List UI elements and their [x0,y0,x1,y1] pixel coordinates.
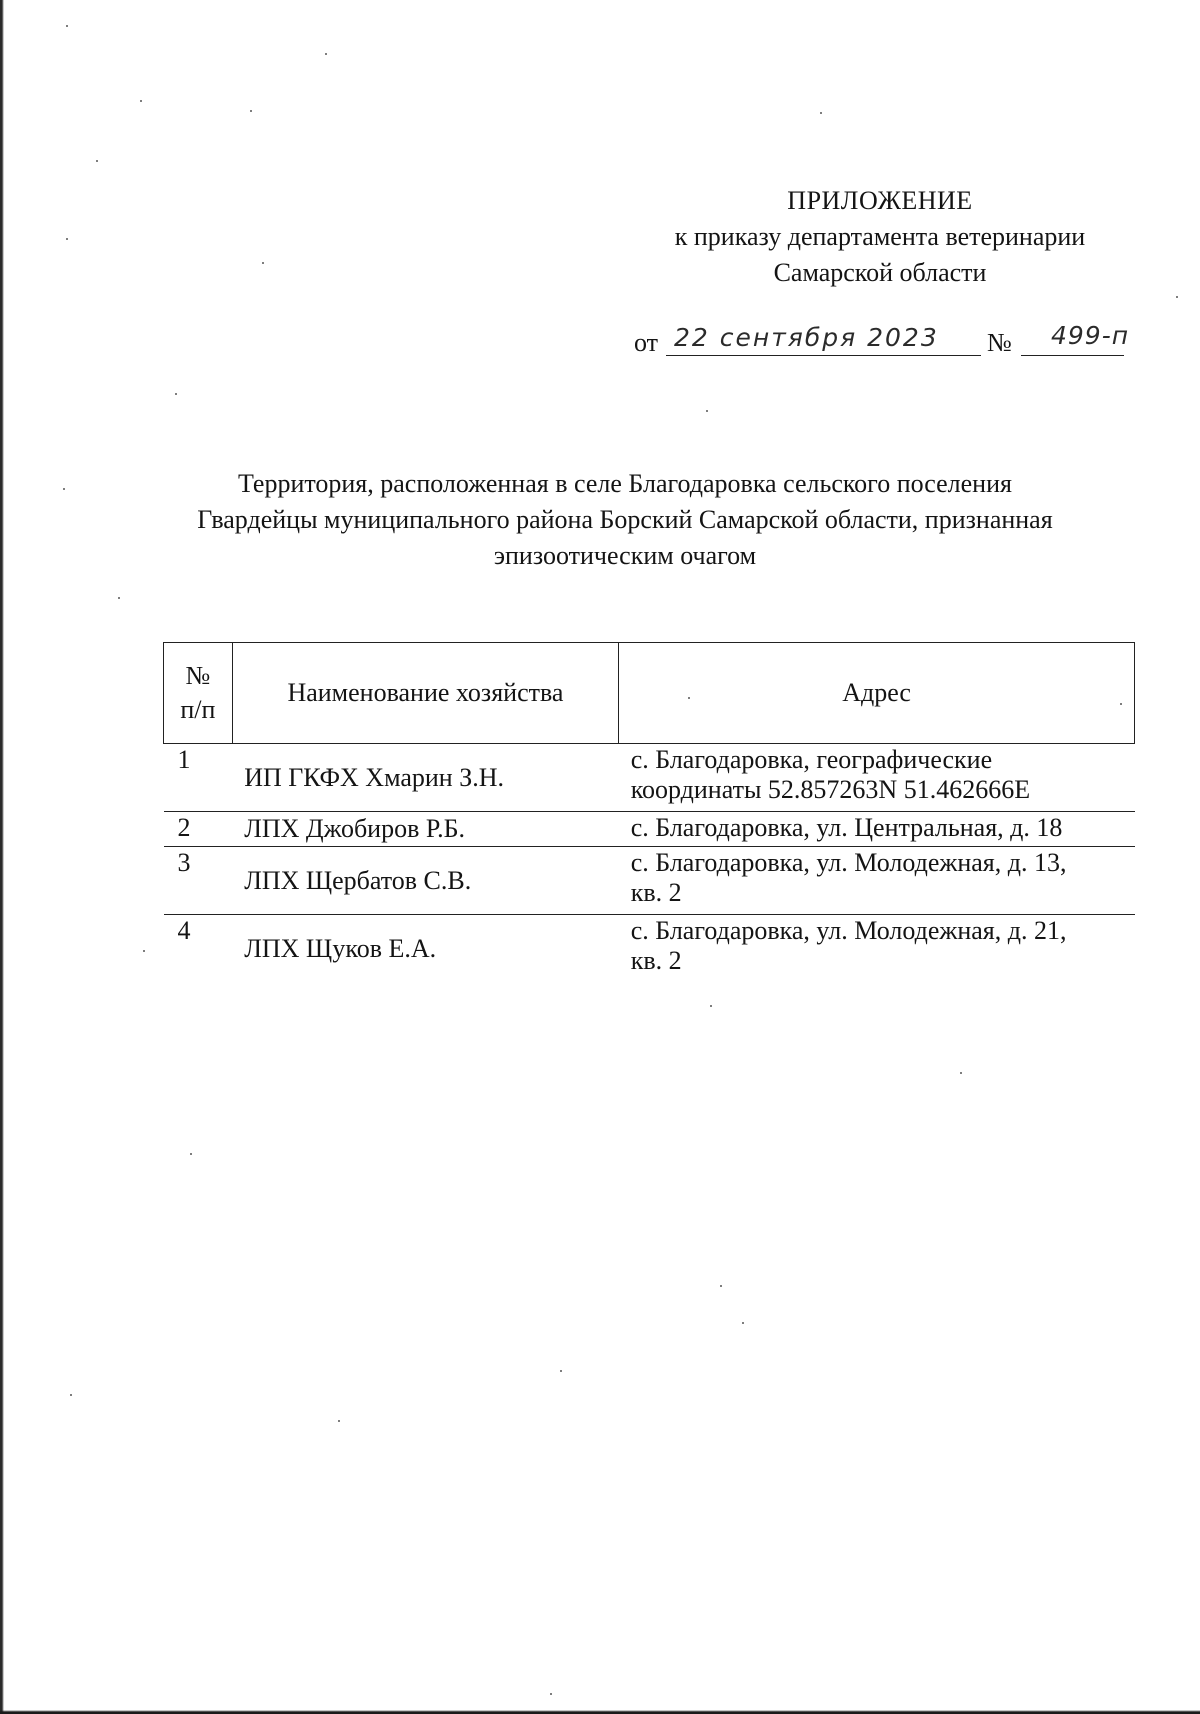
row-address [619,744,1135,812]
annex-title: ПРИЛОЖЕНИЕ [787,186,973,215]
row-address-line: координаты 52.857263N 51.462666E [630,775,1031,804]
scan-edge-bottom [0,1710,1200,1714]
heading-line-3: эпизоотическим очагом [493,541,757,570]
table-row [164,915,1135,983]
row-number: 4 [177,916,191,945]
row-farm-name: ИП ГКФХ Хмарин З.Н. [232,744,618,812]
row-address-line: с. Благодаровка, ул. Молодежная, д. 21, [630,916,1067,945]
row-address-line: с. Благодаровка, географические [630,745,993,774]
header-number-abbr: п/п [180,695,216,724]
order-number-label: № [987,328,1012,357]
row-address-line: кв. 2 [630,946,682,975]
order-reference [634,322,1134,362]
row-address-line: с. Благодаровка, ул. Молодежная, д. 13, [630,848,1067,877]
order-date-handwritten: 22 сентября 2023 [674,323,939,352]
scan-edge-left [0,0,4,1714]
row-address [619,812,1135,847]
annex-reference-line: к приказу департамента ветеринарии [674,222,1086,251]
annex-region-line: Самарской области [773,258,987,287]
heading-line-2: Гвардейцы муниципального района Борский Самарской области, признанная [197,505,1053,534]
row-farm-name: ЛПХ Щуков Е.А. [244,933,437,963]
row-address-line: с. Благодаровка, ул. Центральная, д. 18 [630,813,1063,842]
row-address [619,847,1135,915]
heading-line-1: Территория, расположенная в селе Благодаровка сельского поселения [238,469,1012,498]
row-farm-name: ЛПХ Джобиров Р.Б. [232,812,618,847]
header-farm-name: Наименование хозяйства [232,643,618,744]
header-address: Адрес [619,643,1135,744]
row-farm-name: ЛПХ Щербатов С.В. [232,847,618,915]
table-row [164,744,1135,812]
row-number: 3 [164,847,233,915]
header-number [164,643,233,744]
order-number-handwritten: 499-п [1051,321,1130,350]
header-number-symbol: № [185,661,211,690]
order-date-label: от [634,328,659,357]
table-row [164,847,1135,915]
row-address [619,915,1135,983]
table-header-row [164,643,1135,744]
document-heading [150,466,1100,574]
table-row [164,812,1135,847]
row-number: 1 [164,744,233,812]
annex-header [620,183,1140,291]
row-address-line: кв. 2 [630,878,682,907]
row-number: 2 [164,812,233,847]
farms-table [163,642,1135,982]
